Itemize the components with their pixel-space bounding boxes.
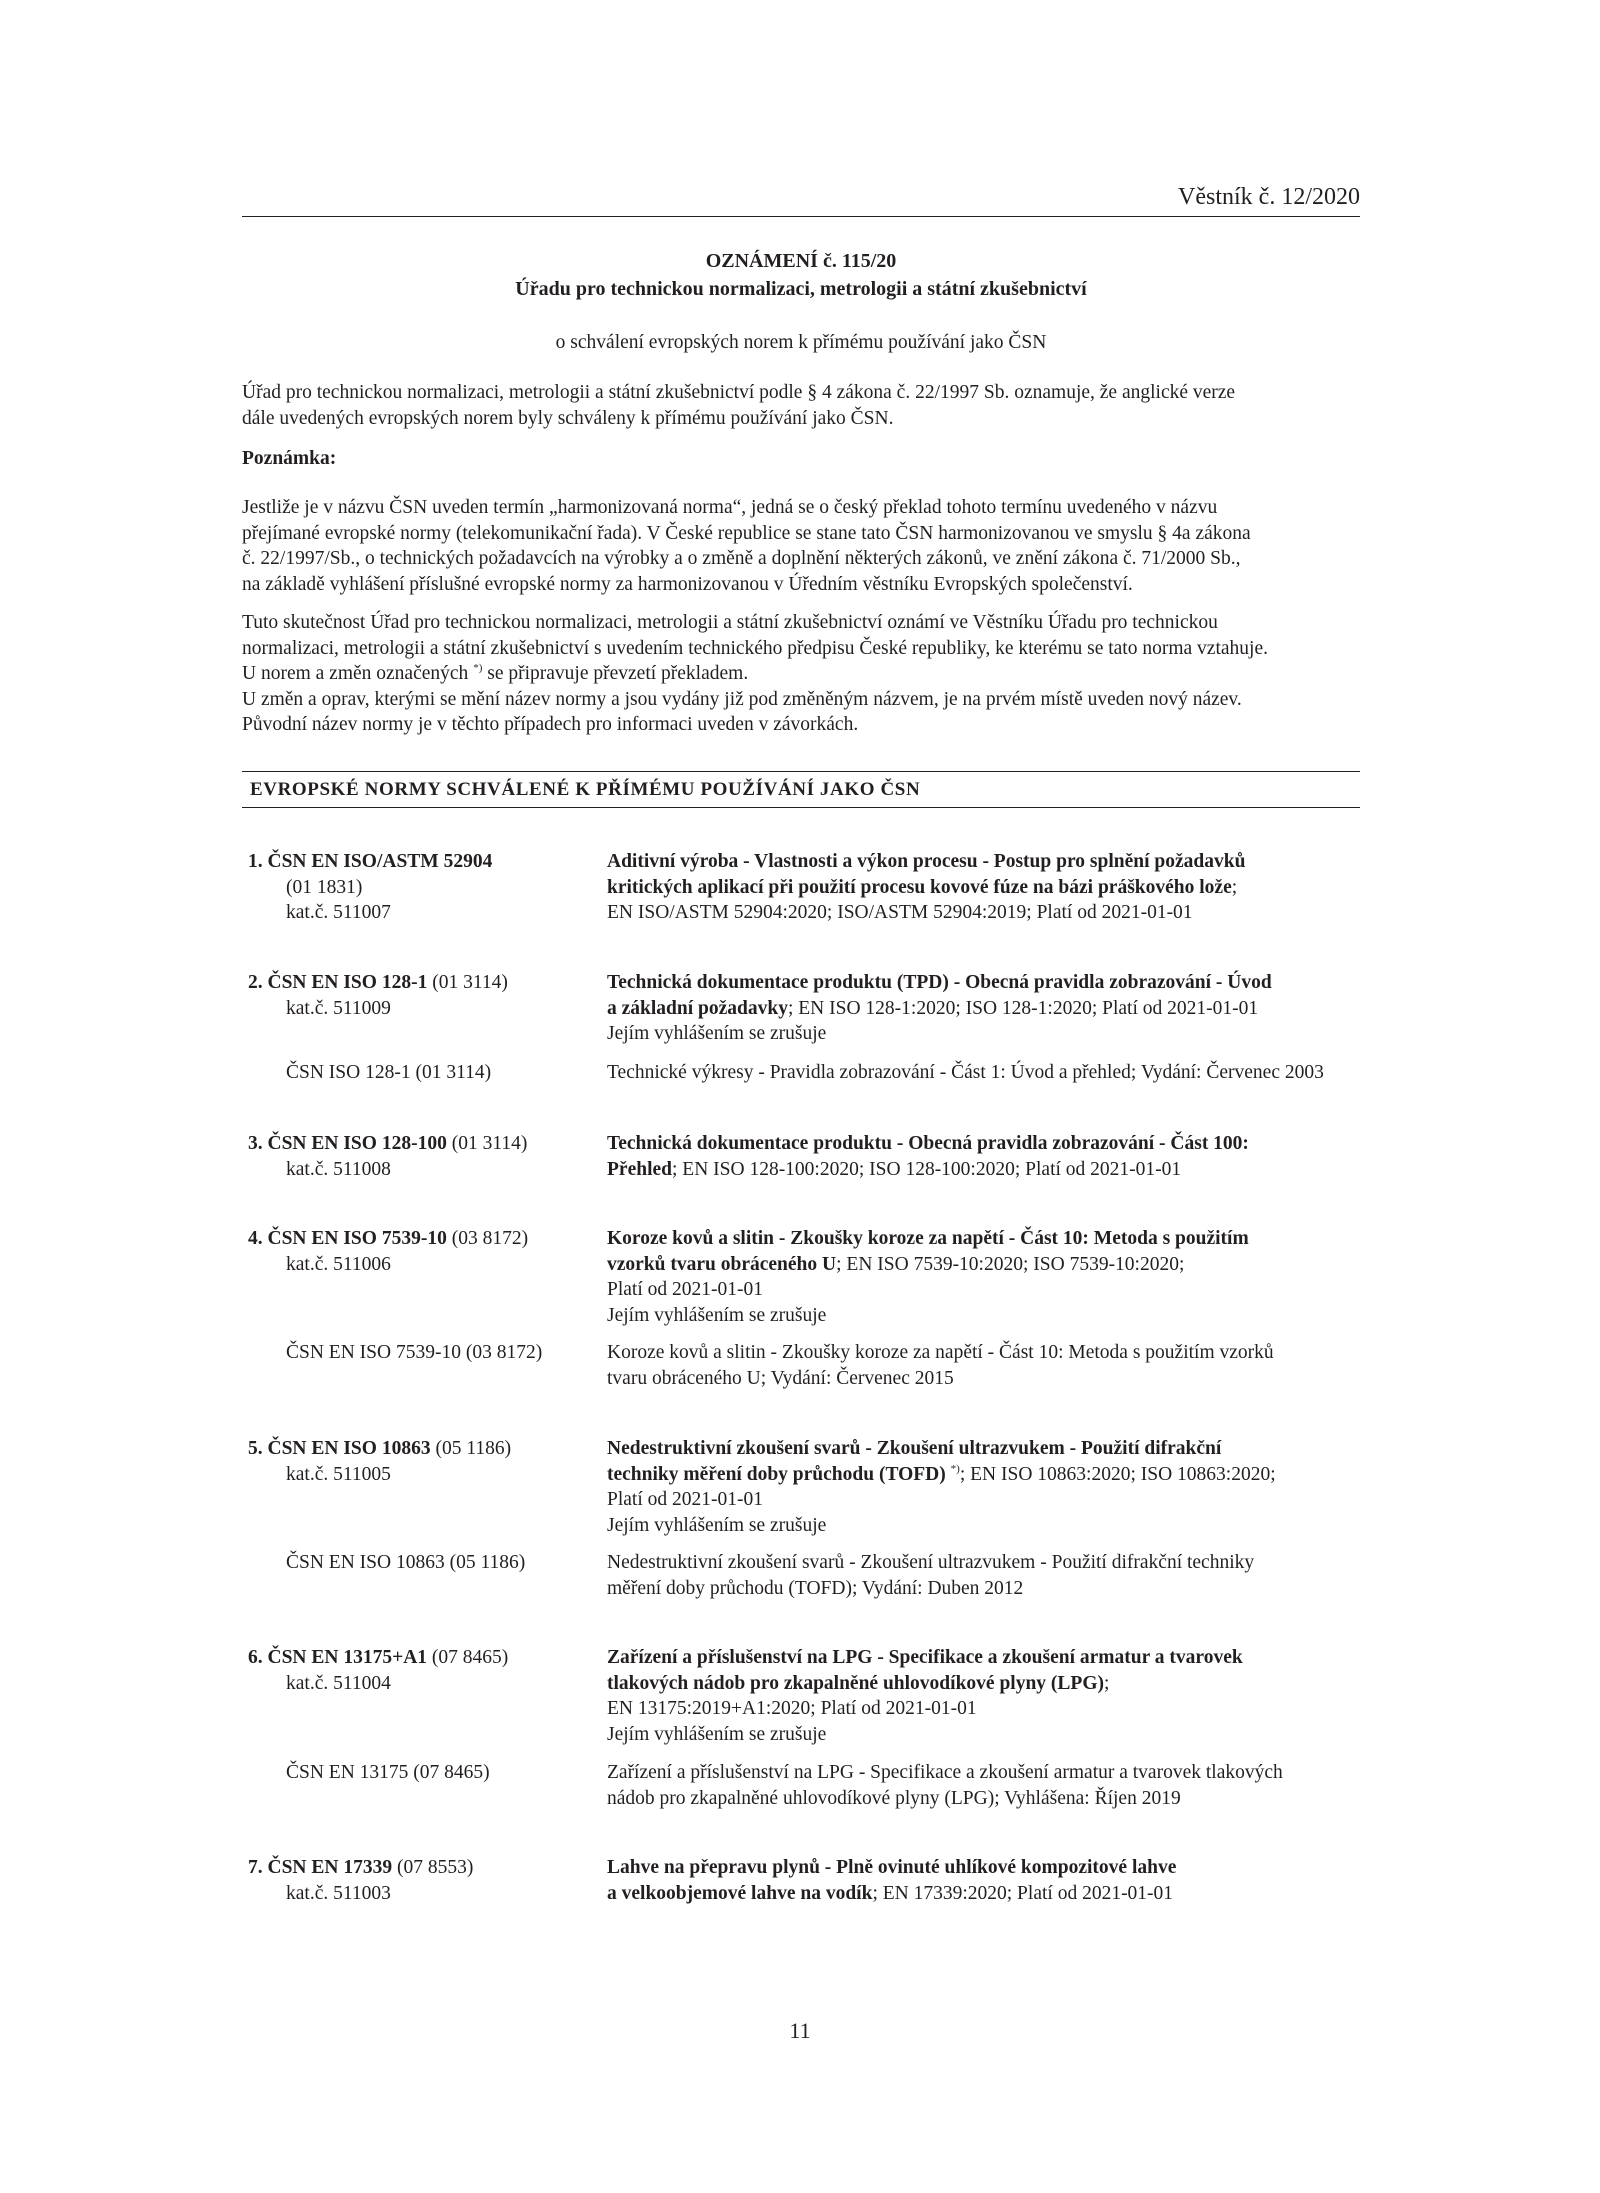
old-norm-code: ČSN EN 13175 (07 8465) (286, 1762, 490, 1783)
norm-info: EN ISO/ASTM 52904:2020; ISO/ASTM 52904:2019; Platí od 2021-01-01 (607, 902, 1193, 923)
old-norm-description (607, 1760, 1367, 1811)
norm-info: ; EN ISO 7539-10:2020; ISO 7539-10:2020; (836, 1253, 1185, 1275)
norm-identifier (248, 1226, 598, 1277)
note3-line (242, 661, 1360, 687)
footnote-marker: *) (950, 1462, 960, 1475)
norm-class: (05 1186) (435, 1438, 512, 1459)
cancels-label: Jejím vyhlášením se zrušuje (607, 1304, 827, 1326)
note4-line: Původní název normy je v těchto případech pro informaci uveden v závorkách. (242, 714, 859, 735)
norm-title: Technická dokumentace produktu - Obecná pravidla zobrazování - Část 100: (607, 1133, 1249, 1154)
entry-number: 1. (248, 851, 263, 872)
norm-identifier (248, 1855, 598, 1906)
old-norm-description-line: Zařízení a příslušenství na LPG - Specifikace a zkoušení armatur a tvarovek tlakových (607, 1762, 1283, 1783)
norm-identifier (248, 1131, 598, 1182)
section-title: EVROPSKÉ NORMY SCHVÁLENÉ K PŘÍMÉMU POUŽÍVÁNÍ JAKO ČSN (250, 779, 921, 800)
old-norm-description (607, 1340, 1367, 1391)
norm-identifier (248, 849, 598, 926)
old-norm-code: ČSN EN ISO 7539-10 (03 8172) (286, 1342, 543, 1363)
note3-text: U norem a změn označených (242, 663, 469, 684)
footnote-marker: *) (473, 662, 483, 674)
norm-title: Nedestruktivní zkoušení svarů - Zkoušení ultrazvukem - Použití difrakční (607, 1438, 1222, 1459)
norm-info: ; EN ISO 128-1:2020; ISO 128-1:2020; Platí od 2021-01-01 (787, 997, 1259, 1019)
note-line: na základě vyhlášení příslušné evropské normy za harmonizovanou v Úředním věstníku Evropských společenství. (242, 573, 1133, 595)
announcement-subject: o schválení evropských norem k přímému používání jako ČSN (555, 332, 1047, 353)
norm-code: ČSN EN ISO 128-100 (267, 1133, 447, 1154)
norm-title: Zařízení a příslušenství na LPG - Specifikace a zkoušení armatur a tvarovek (607, 1647, 1243, 1668)
norm-info: ; EN ISO 10863:2020; ISO 10863:2020; (959, 1463, 1276, 1485)
norm-code: ČSN EN ISO 7539-10 (267, 1228, 447, 1249)
cancels-label: Jejím vyhlášením se zrušuje (607, 1723, 827, 1745)
announcement-issuer: Úřadu pro technickou normalizaci, metrologii a státní zkušebnictví (515, 278, 1087, 300)
norm-title: Přehled (607, 1158, 672, 1180)
old-norm-description (607, 1550, 1367, 1601)
norm-info: ; EN 17339:2020; Platí od 2021-01-01 (872, 1882, 1174, 1904)
norm-title: Technická dokumentace produktu (TPD) - Obecná pravidla zobrazování - Úvod (607, 972, 1272, 993)
note-line: Jestliže je v názvu ČSN uveden termín „harmonizovaná norma“, jedná se o český překlad tohoto termínu uvedeného v názvu (242, 497, 1218, 518)
norm-info: ; EN ISO 128-100:2020; ISO 128-100:2020; Platí od 2021-01-01 (671, 1158, 1182, 1180)
norm-description (607, 970, 1367, 1047)
norm-code: ČSN EN 13175+A1 (267, 1647, 428, 1668)
announcement-title: OZNÁMENÍ č. 115/20 (705, 250, 897, 272)
norm-class: (07 8465) (431, 1647, 509, 1668)
catalog-number: kat.č. 511009 (286, 997, 391, 1019)
norm-info: ; (1104, 1672, 1110, 1694)
norm-class: (03 8172) (451, 1228, 529, 1249)
entry-number: 5. (248, 1438, 263, 1459)
norm-description (607, 1436, 1367, 1538)
norm-identifier (248, 970, 598, 1021)
norm-code: ČSN EN ISO 128-1 (267, 972, 428, 993)
old-norm-code: ČSN EN ISO 10863 (05 1186) (286, 1552, 526, 1573)
norm-title: techniky měření doby průchodu (TOFD) (607, 1463, 946, 1485)
norm-class: (01 1831) (286, 876, 363, 898)
old-norm-description-line: Nedestruktivní zkoušení svarů - Zkoušení ultrazvukem - Použití difrakční techniky (607, 1552, 1255, 1573)
catalog-number: kat.č. 511007 (286, 902, 391, 923)
norm-title: a základní požadavky (607, 997, 788, 1019)
note-paragraph (242, 495, 1360, 597)
note-label: Poznámka: (242, 448, 337, 469)
norm-class: (01 3114) (451, 1133, 528, 1154)
norm-title: Lahve na přepravu plynů - Plně ovinuté uhlíkové kompozitové lahve (607, 1857, 1177, 1878)
note2-line: normalizaci, metrologii a státní zkušebnictví s uvedením technického předpisu České republiky, ke kterému se tato norma vztahuje. (242, 637, 1268, 659)
entry-number: 7. (248, 1857, 263, 1878)
catalog-number: kat.č. 511004 (286, 1672, 391, 1694)
norm-description (607, 1645, 1367, 1747)
norm-code: ČSN EN ISO/ASTM 52904 (267, 851, 493, 872)
page-number: 11 (789, 2018, 811, 2043)
norm-title: vzorků tvaru obráceného U (607, 1253, 837, 1275)
old-norm-description-line: nádob pro zkapalněné uhlovodíkové plyny (LPG); Vyhlášena: Říjen 2019 (607, 1787, 1181, 1809)
norm-code: ČSN EN 17339 (267, 1857, 393, 1878)
catalog-number: kat.č. 511005 (286, 1463, 391, 1485)
old-norm-description-line: tvaru obráceného U; Vydání: Červenec 2015 (607, 1367, 954, 1389)
norm-description (607, 1131, 1367, 1182)
norm-identifier (248, 1436, 598, 1487)
catalog-number: kat.č. 511008 (286, 1158, 391, 1180)
norm-title: kritických aplikací při použití procesu kovové fúze na bázi práškového lože (607, 876, 1232, 898)
page-header (242, 182, 1360, 217)
norm-class: (01 3114) (432, 972, 508, 993)
entry-number: 4. (248, 1228, 263, 1249)
norm-title: Aditivní výroba - Vlastnosti a výkon procesu - Postup pro splnění požadavků (607, 851, 1246, 872)
note-line: č. 22/1997/Sb., o technických požadavcích na výrobky a o změně a doplnění některých zákonů, ve znění zákona č. 71/2000 Sb., (242, 548, 1241, 569)
norm-description: Aditivní výroba - Vlastnosti a výkon procesu - Postup pro splnění požadavků kritických aplikací při použití procesu kovové fúze na bázi práškového lože; EN ISO/ASTM 52904:2020; ISO/ASTM 52904:2019; Platí od 2021-01-01 (607, 849, 1367, 926)
old-norm-code: ČSN ISO 128-1 (01 3114) (286, 1062, 492, 1083)
note-line: přejímané evropské normy (telekomunikační řada). V České republice se stane tato ČSN harmonizovanou ve smyslu § 4a zákona (242, 522, 1251, 544)
old-norm-description-line: Koroze kovů a slitin - Zkoušky koroze za napětí - Část 10: Metoda s použitím vzorků (607, 1342, 1274, 1363)
note3-text: se připravuje převzetí překladem. (482, 663, 749, 684)
announcement-heading (242, 247, 1360, 303)
intro-paragraph (242, 380, 1360, 431)
norm-description (607, 1855, 1367, 1906)
norm-identifier (248, 1645, 598, 1696)
norm-title: Koroze kovů a slitin - Zkoušky koroze za napětí - Část 10: Metoda s použitím (607, 1228, 1249, 1249)
catalog-number: kat.č. 511006 (286, 1253, 391, 1275)
norm-info: EN 13175:2019+A1:2020; Platí od 2021-01-01 (607, 1698, 977, 1719)
note2-paragraph (242, 610, 1360, 738)
cancels-label: Jejím vyhlášením se zrušuje (607, 1514, 827, 1536)
norm-title: a velkoobjemové lahve na vodík (607, 1882, 873, 1904)
catalog-number: kat.č. 511003 (286, 1882, 391, 1904)
old-norm-description: Technické výkresy - Pravidla zobrazování - Část 1: Úvod a přehled; Vydání: Červenec 2003 (607, 1062, 1324, 1083)
norm-info: Platí od 2021-01-01 (607, 1489, 763, 1510)
note4-line: U změn a oprav, kterými se mění název normy a jsou vydány již pod změněným názvem, je na prvém místě uveden nový název. (242, 688, 1242, 710)
journal-issue: Věstník č. 12/2020 (1178, 184, 1360, 210)
cancels-label: Jejím vyhlášením se zrušuje (607, 1023, 827, 1044)
old-norm-description-line: měření doby průchodu (TOFD); Vydání: Duben 2012 (607, 1577, 1024, 1599)
norm-title: tlakových nádob pro zkapalněné uhlovodíkové plyny (LPG) (607, 1672, 1105, 1694)
intro-line: dále uvedených evropských norem byly schváleny k přímému používání jako ČSN. (242, 407, 894, 429)
entry-number: 6. (248, 1647, 263, 1668)
norm-description (607, 1226, 1367, 1328)
intro-line: Úřad pro technickou normalizaci, metrologii a státní zkušebnictví podle § 4 zákona č. 22/1997 Sb. oznamuje, že anglické verze (242, 382, 1236, 403)
note2-line: Tuto skutečnost Úřad pro technickou normalizaci, metrologii a státní zkušebnictví oznámí ve Věstníku Úřadu pro technickou (242, 612, 1218, 633)
entry-number: 2. (248, 972, 263, 993)
norm-info: Platí od 2021-01-01 (607, 1279, 763, 1300)
entry-number: 3. (248, 1133, 263, 1154)
norm-code: ČSN EN ISO 10863 (267, 1438, 431, 1459)
section-header (242, 771, 1360, 808)
norm-class: (07 8553) (396, 1857, 474, 1878)
